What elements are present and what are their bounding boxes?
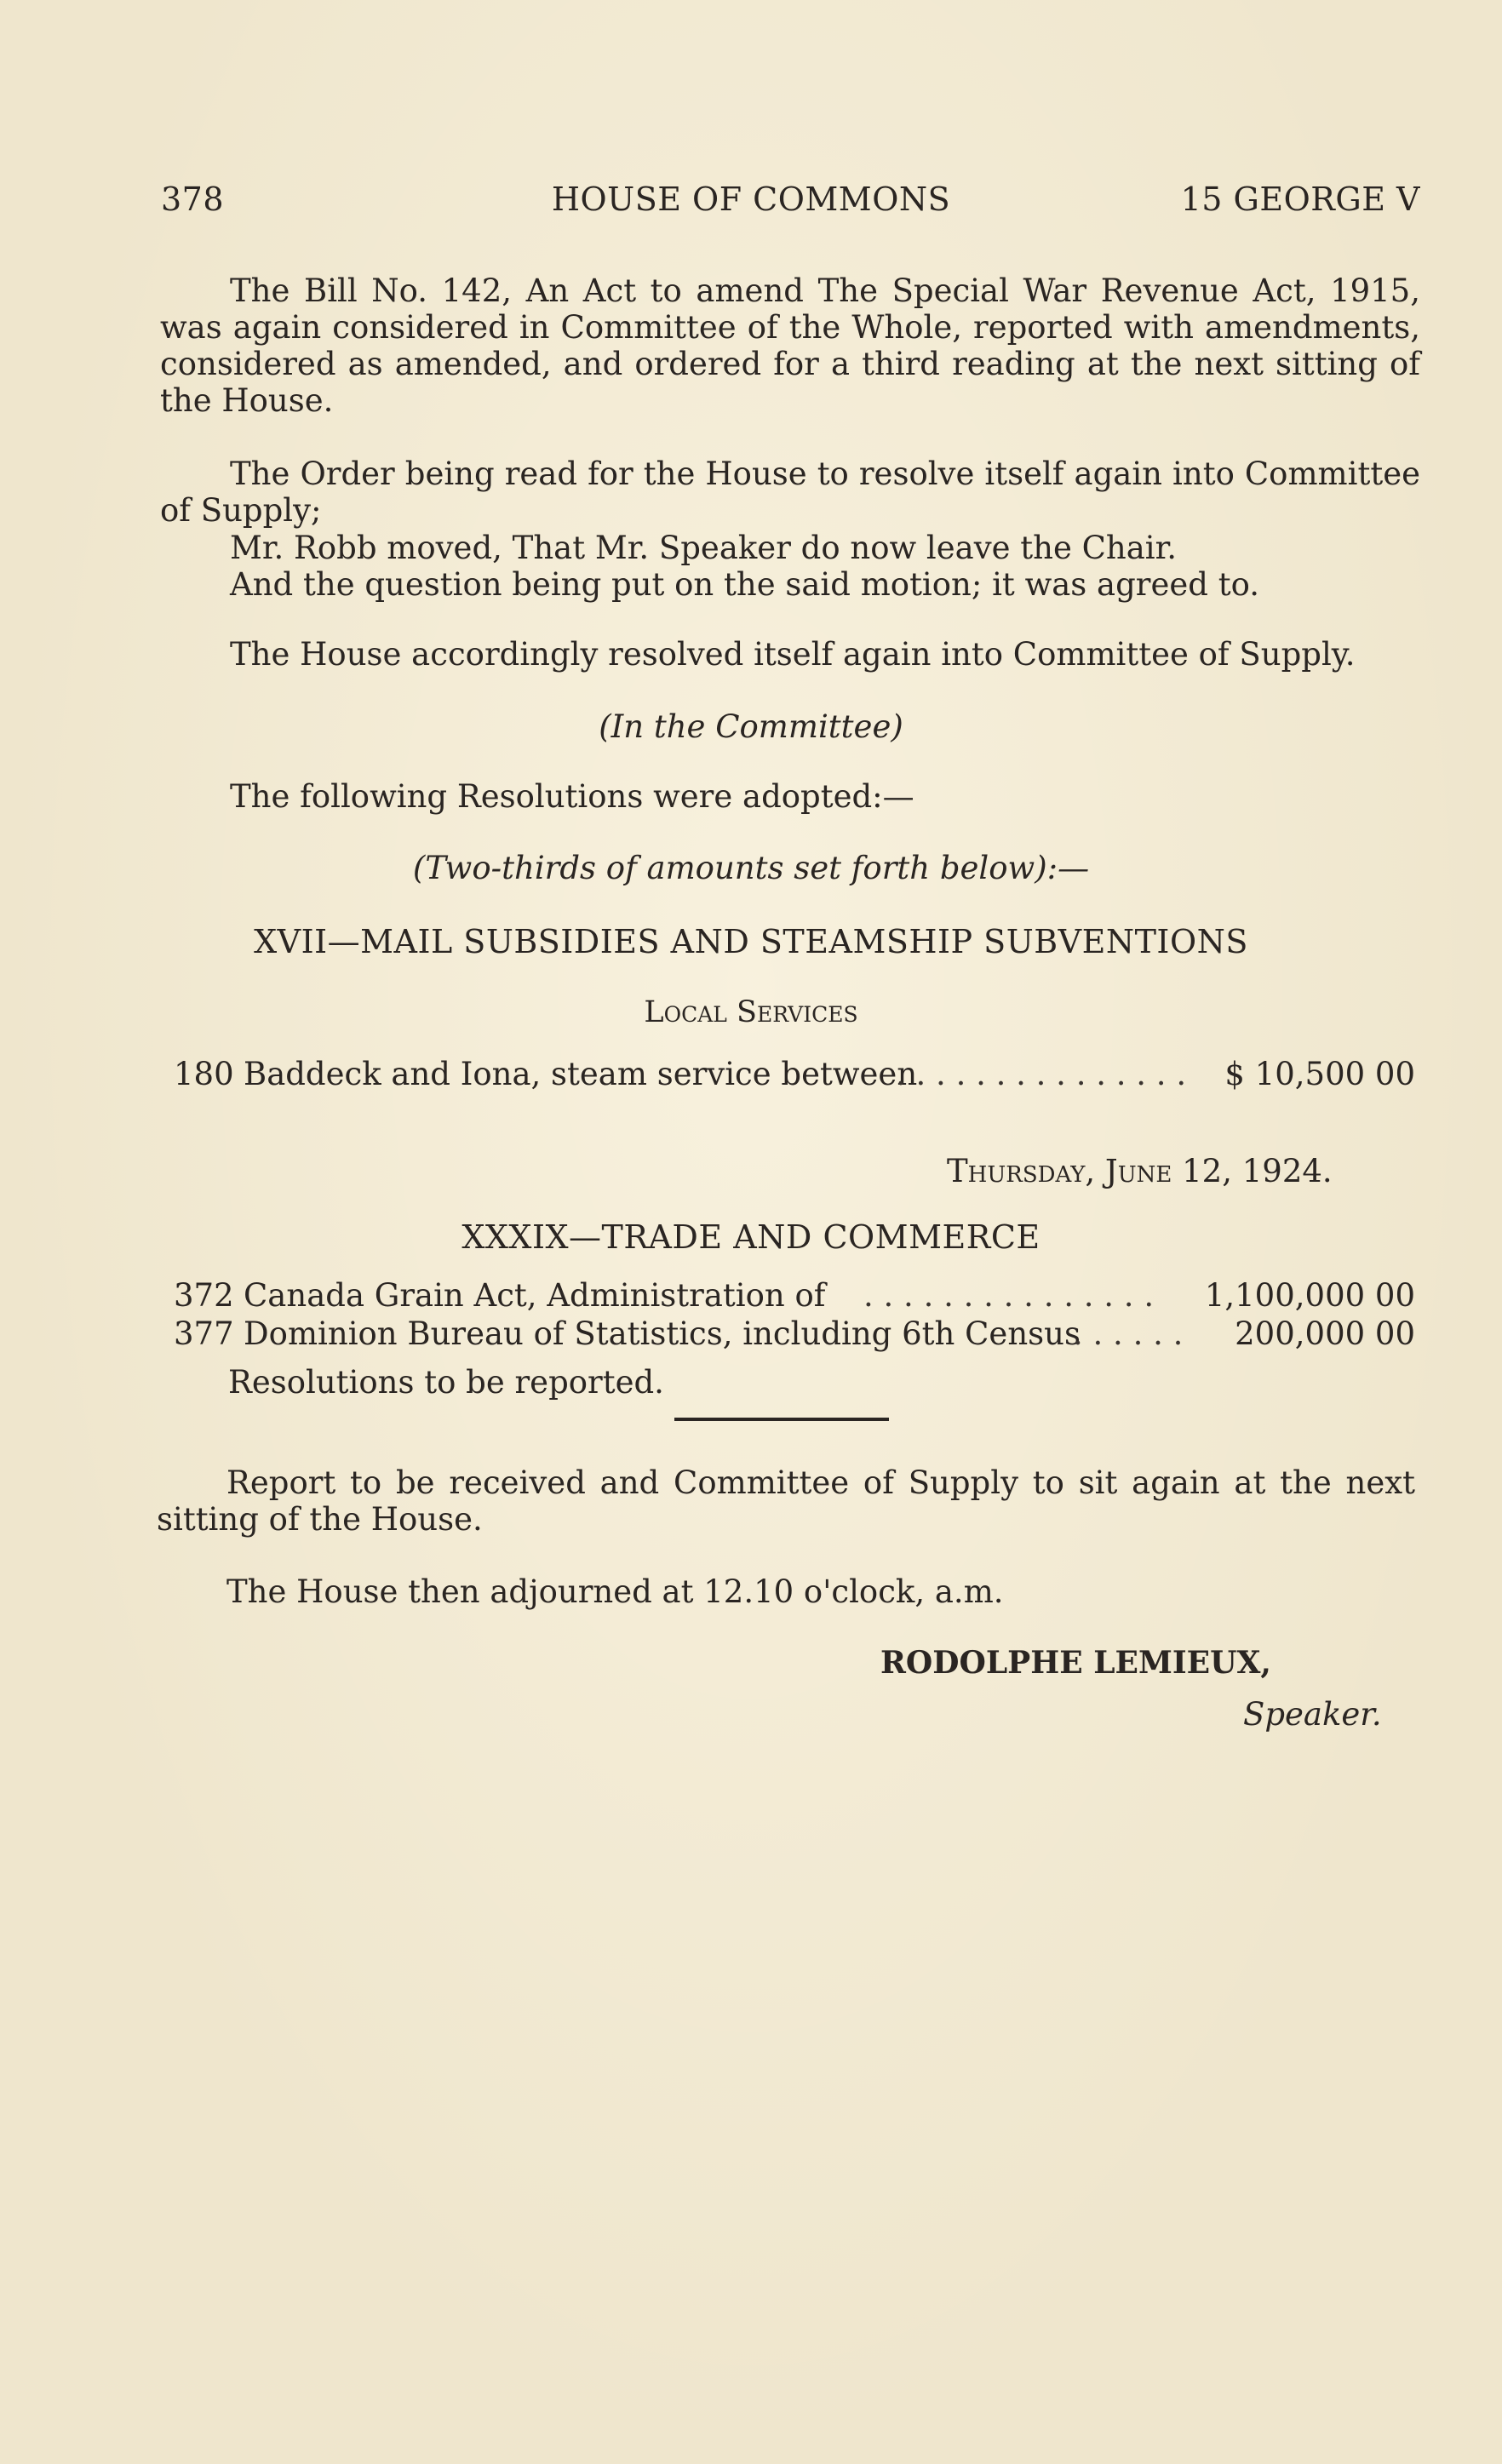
item-description: Baddeck and Iona, steam service between <box>244 1056 918 1092</box>
item-amount: 1,100,000 00 <box>1204 1277 1415 1314</box>
item-number: 372 <box>174 1277 234 1314</box>
resolution-row <box>174 1056 1415 1093</box>
section-divider-rule <box>674 1418 889 1421</box>
page-number: 378 <box>161 181 225 218</box>
resolution-row <box>174 1315 1415 1353</box>
section-heading-trade-commerce: XXXIX—TRADE AND COMMERCE <box>461 1218 1041 1256</box>
item-amount: 200,000 00 <box>1235 1315 1415 1352</box>
item-number: 180 <box>174 1056 234 1092</box>
item-description: Canada Grain Act, Administration of <box>244 1277 826 1314</box>
report-paragraph: Report to be received and Committee of Supply to sit again at the next sitting of the House. <box>157 1464 1415 1538</box>
section-heading-mail-subsidies: XVII—MAIL SUBSIDIES AND STEAMSHIP SUBVENTIONS <box>254 923 1248 960</box>
order-paragraph: The Order being read for the House to resolve itself again into Committee of Supply; <box>160 456 1420 529</box>
leader-dots: . . . . . . . . . . . . . . . <box>896 1056 1187 1092</box>
speaker-name: RODOLPHE LEMIEUX, <box>880 1645 1271 1681</box>
resolved-line: The House accordingly resolved itself again into Committee of Supply. <box>230 636 1356 673</box>
following-line: The following Resolutions were adopted:— <box>230 778 914 815</box>
regnal-year: 15 GEORGE V <box>1180 181 1420 218</box>
item-number: 377 <box>174 1315 234 1352</box>
two-thirds-note: (Two-thirds of amounts set forth below):— <box>412 850 1090 886</box>
running-title: HOUSE OF COMMONS <box>551 181 951 218</box>
item-amount: $ 10,500 00 <box>1224 1056 1415 1092</box>
speaker-title: Speaker. <box>1243 1696 1382 1733</box>
leader-dots: . . . . . . . . . . . . . . . <box>863 1277 1155 1314</box>
in-committee: (In the Committee) <box>599 708 903 745</box>
date-line: Thursday, June 12, 1924. <box>947 1153 1333 1189</box>
subheading-local-services: Local Services <box>644 995 858 1029</box>
bill-paragraph: The Bill No. 142, An Act to amend The Special War Revenue Act, 1915, was again considered in Committee of the Whole, reported with amendments, considered as amended, and ordered for a third reading at the next sitting of the House. <box>160 272 1420 419</box>
leader-dots: . . . . . . <box>1073 1315 1184 1352</box>
item-description: Dominion Bureau of Statistics, including 6th Census <box>244 1315 1081 1352</box>
adjourned-line: The House then adjourned at 12.10 o'clock, a.m. <box>226 1573 1004 1610</box>
resolutions-closing: Resolutions to be reported. <box>228 1364 664 1401</box>
resolution-row <box>174 1277 1415 1315</box>
question-line: And the question being put on the said motion; it was agreed to. <box>230 566 1259 603</box>
robb-motion: Mr. Robb moved, That Mr. Speaker do now leave the Chair. <box>230 530 1178 566</box>
